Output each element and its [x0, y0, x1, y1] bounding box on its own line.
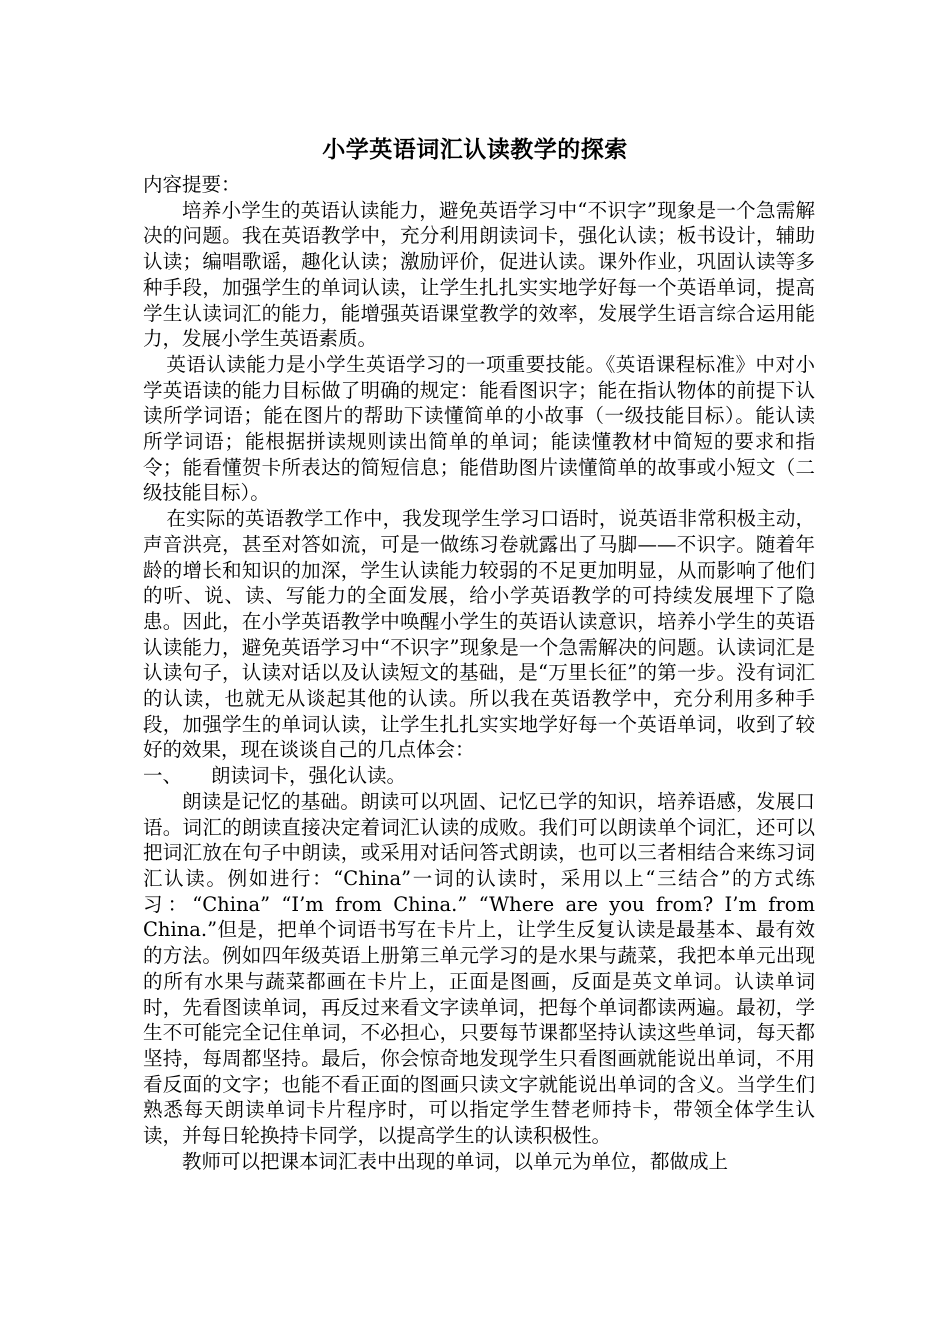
section-title: 朗读词卡，强化认读。 — [211, 764, 407, 788]
reading-paragraph: 朗读是记忆的基础。朗读可以巩固、记忆已学的知识，培养语感，发展口语。词汇的朗读直接决定着词汇认读的成败。我们可以朗读单个词汇，还可以把词汇放在句子中朗读，或采用对话问答式朗读，也可以三者相结合来练习词汇认读。例如进行：“China”一词的认读时，采用以上“三结合”的方式练习：“China” “I’m from China.” “Where are you from? I’m from China.”但是，把单个词语书写在卡片上，让学生反复认读是最基本、最有效的方法。例如四年级英语上册第三单元学习的是水果与蔬菜，我把本单元出现的所有水果与蔬菜都画在卡片上，正面是图画，反面是英文单词。认读单词时，先看图读单词，再反过来看文字读单词，把每个单词都读两遍。最初，学生不可能完全记住单词，不必担心，只要每节课都坚持认读这些单词，每天都坚持，每周都坚持。最后，你会惊奇地发现学生只看图画就能说出单词，不用看反面的文字；也能不看正面的图画只读文字就能说出单词的含义。当学生们熟悉每天朗读单词卡片程序时，可以指定学生替老师持卡，带领全体学生认读，并每日轮换持卡同学，以提高学生的认读积极性。 — [143, 789, 815, 1148]
abstract-paragraph: 培养小学生的英语认读能力，避免英语学习中“不识字”现象是一个急需解决的问题。我在英语教学中，充分利用朗读词卡，强化认读；板书设计，辅助认读；编唱歌谣，趣化认读；激励评价，促进认读。课外作业，巩固认读等多种手段，加强学生的单词认读，让学生扎扎实实地学好每一个英语单词，提高学生认读词汇的能力，能增强英语课堂教学的效率，发展学生语言综合运用能力，发展小学生英语素质。 — [143, 198, 815, 351]
abstract-label: 内容提要： — [143, 173, 241, 196]
section-heading — [143, 763, 815, 789]
section-number: 一、 — [143, 764, 183, 788]
document-body — [143, 172, 815, 1174]
practice-paragraph: 在实际的英语教学工作中，我发现学生学习口语时，说英语非常积极主动，声音洪亮，甚至对答如流，可是一做练习卷就露出了马脚——不识字。随着年龄的增长和知识的加深，学生认读能力较弱的不足更加明显，从而影响了他们的听、说、读、写能力的全面发展，给小学英语教学的可持续发展埋下了隐患。因此，在小学英语教学中唤醒小学生的英语认读意识，培养小学生的英语认读能力，避免英语学习中“不识字”现象是一个急需解决的问题。认读词汇是认读句子，认读对话以及认读短文的基础，是“万里长征”的第一步。没有词汇的认读，也就无从谈起其他的认读。所以我在英语教学中，充分利用多种手段，加强学生的单词认读，让学生扎扎实实地学好每一个英语单词，收到了较好的效果，现在谈谈自己的几点体会： — [143, 507, 815, 762]
page-title: 小学英语词汇认读教学的探索 — [322, 137, 628, 163]
standard-paragraph: 英语认读能力是小学生英语学习的一项重要技能。《英语课程标准》中对小学英语读的能力目标做了明确的规定：能看图识字；能在指认物体的前提下认读所学词语；能在图片的帮助下读懂简单的小故事（一级技能目标）。能认读所学词语；能根据拼读规则读出简单的单词；能读懂教材中简短的要求和指令；能看懂贺卡所表达的简短信息；能借助图片读懂简单的故事或小短文（二级技能目标）。 — [143, 352, 815, 505]
teacher-paragraph: 教师可以把课本词汇表中出现的单词，以单元为单位，都做成上 — [182, 1149, 729, 1173]
